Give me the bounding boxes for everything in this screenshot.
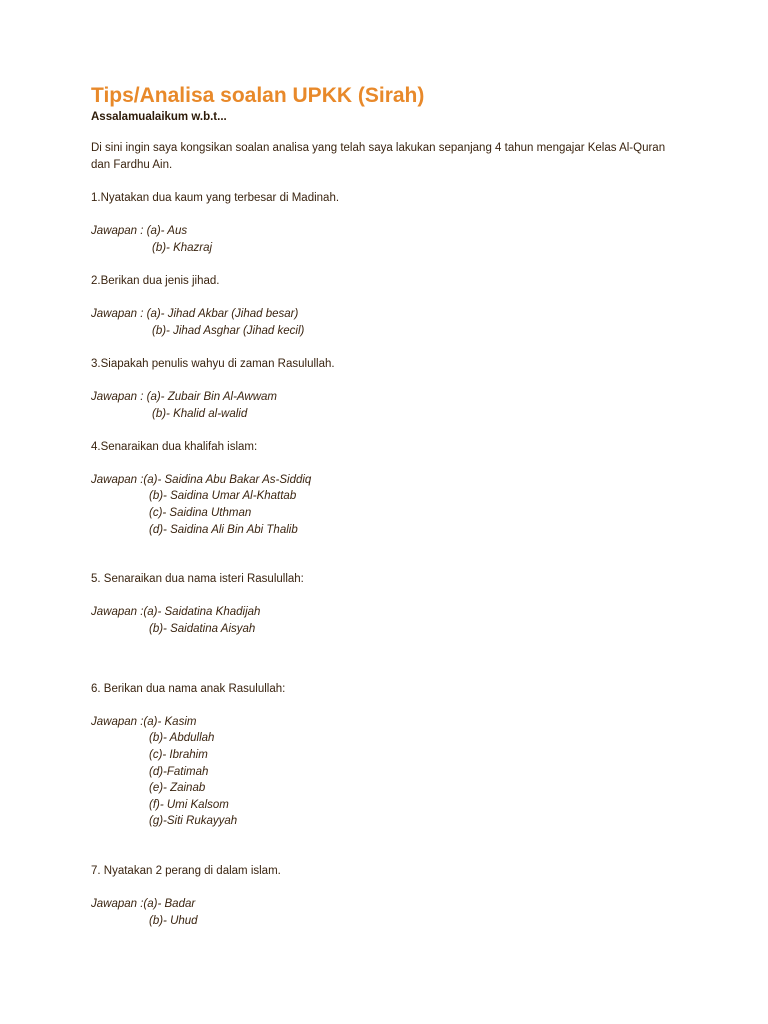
answer-line: Jawapan : (a)- Aus xyxy=(91,224,188,237)
answer-line: (e)- Zainab xyxy=(149,782,206,795)
question-1: 1.Nyatakan dua kaum yang terbesar di Madinah. xyxy=(91,191,340,204)
question-7: 7. Nyatakan 2 perang di dalam islam. xyxy=(91,864,281,877)
answer-1 xyxy=(91,223,711,256)
answer-2 xyxy=(91,306,711,339)
question-2: 2.Berikan dua jenis jihad. xyxy=(91,274,220,287)
question-3: 3.Siapakah penulis wahyu di zaman Rasulullah. xyxy=(91,357,335,370)
answer-line: (c)- Saidina Uthman xyxy=(149,507,252,520)
answer-line: (b)- Khalid al-walid xyxy=(152,407,248,420)
answer-line: (d)-Fatimah xyxy=(149,765,209,778)
document-page xyxy=(91,84,711,929)
answer-line: Jawapan :(a)- Saidatina Khadijah xyxy=(91,606,261,619)
greeting-text: Assalamualaikum w.b.t... xyxy=(91,111,227,123)
answer-line: (b)- Saidatina Aisyah xyxy=(149,623,256,636)
answer-line: Jawapan : (a)- Jihad Akbar (Jihad besar) xyxy=(91,307,299,320)
answer-line: (b)- Khazraj xyxy=(152,241,213,254)
answer-line: Jawapan : (a)- Zubair Bin Al-Awwam xyxy=(91,390,277,403)
answer-5 xyxy=(91,604,711,637)
page-title: Tips/Analisa soalan UPKK (Sirah) xyxy=(91,84,425,107)
answer-4 xyxy=(91,472,711,538)
answer-line: Jawapan :(a)- Saidina Abu Bakar As-Siddiq xyxy=(91,473,312,486)
answer-line: (g)-Siti Rukayyah xyxy=(149,815,238,828)
answer-line: (f)- Umi Kalsom xyxy=(149,798,229,811)
answer-line: (b)- Abdullah xyxy=(149,732,215,745)
answer-line: (b)- Jihad Asghar (Jihad kecil) xyxy=(152,324,305,337)
answer-line: (b)- Uhud xyxy=(149,914,198,927)
answer-line: (c)- Ibrahim xyxy=(149,749,208,761)
question-5: 5. Senaraikan dua nama isteri Rasulullah: xyxy=(91,573,304,586)
answer-6 xyxy=(91,714,711,830)
answer-line: Jawapan :(a)- Kasim xyxy=(91,715,197,728)
question-6: 6. Berikan dua nama anak Rasulullah: xyxy=(91,682,286,695)
answer-line: (d)- Saidina Ali Bin Abi Thalib xyxy=(149,523,298,536)
answer-line: Jawapan :(a)- Badar xyxy=(91,898,196,911)
answer-7 xyxy=(91,896,711,929)
question-4: 4.Senaraikan dua khalifah islam: xyxy=(91,440,258,453)
answer-line: (b)- Saidina Umar Al-Khattab xyxy=(149,490,297,503)
answer-3 xyxy=(91,389,711,422)
intro-paragraph: Di sini ingin saya kongsikan soalan analisa yang telah saya lakukan sepanjang 4 tahun mengajar Kelas Al-Quran dan Fardhu Ain. xyxy=(91,142,666,171)
